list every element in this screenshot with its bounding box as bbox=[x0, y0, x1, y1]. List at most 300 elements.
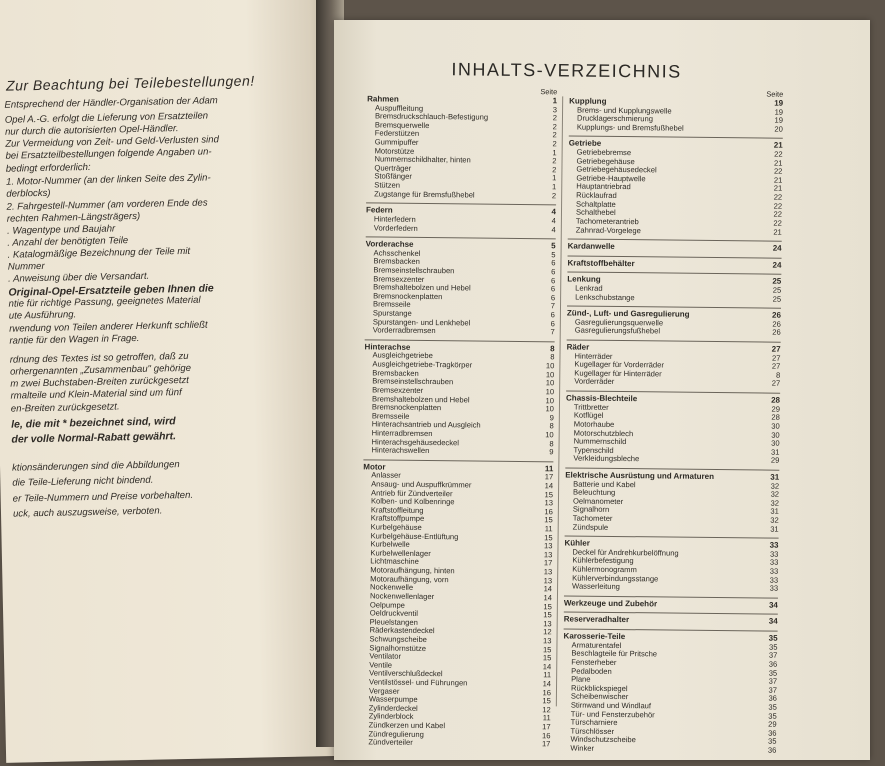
toc-page-number: 13 bbox=[543, 636, 552, 646]
toc-page-number: 16 bbox=[542, 730, 551, 740]
toc-entry-label: Nockenwellenlager bbox=[369, 591, 435, 601]
toc-entry-label: Stützen bbox=[374, 180, 401, 190]
toc-page-number: 19 bbox=[774, 107, 784, 117]
toc-entry-label: Getriebegehäusedeckel bbox=[576, 164, 657, 175]
toc-entry-label: Vorderräder bbox=[574, 376, 615, 387]
toc-entry-label: Motorhaube bbox=[573, 419, 615, 429]
toc-entry-label: Reserveradhalter bbox=[563, 614, 630, 625]
toc-page-number: 11 bbox=[544, 463, 554, 474]
toc-page-number: 30 bbox=[771, 438, 780, 448]
toc-page-number: 28 bbox=[771, 412, 780, 422]
toc-entry-label: Tachometer bbox=[572, 513, 613, 523]
toc-page-number: 31 bbox=[770, 506, 779, 517]
toc-entry-label: Zündkerzen und Kabel bbox=[368, 720, 446, 731]
toc-entry-label: Hinterräder bbox=[574, 351, 613, 361]
toc-entry-label: Gummipuffer bbox=[374, 137, 419, 147]
toc-entry-label: Getriebe-Hauptwelle bbox=[576, 173, 646, 184]
toc-entry-label: Tür- und Fensterzubehör bbox=[570, 709, 655, 719]
toc-entry-label: Oeldruckventil bbox=[369, 608, 418, 619]
toc-page-number: 6 bbox=[551, 275, 556, 285]
toc-entry-label: Stirnwand und Windlauf bbox=[570, 700, 652, 711]
toc-entry-label: Batterie und Kabel bbox=[573, 479, 636, 489]
toc-entry-label: Bremsexzenter bbox=[372, 385, 424, 395]
toc-entry-label: Lenkschubstange bbox=[575, 292, 635, 302]
notice-line: 2. Fahrgestell-Nummer (am vorderen Ende des bbox=[6, 197, 208, 213]
toc-entry-label: Gasregulierungsfußhebel bbox=[574, 325, 661, 336]
toc-page-number: 4 bbox=[551, 216, 556, 226]
toc-entry-label: Antrieb für Zündverteiler bbox=[371, 488, 453, 498]
toc-page-number: 28 bbox=[771, 395, 781, 405]
toc-page-number: 12 bbox=[543, 627, 552, 637]
toc-page-number: 8 bbox=[549, 438, 554, 448]
toc-entry-label: Rahmen bbox=[367, 94, 399, 104]
toc-page-number: 16 bbox=[542, 687, 552, 697]
toc-entry-label: Ausgleichgetriebe-Tragkörper bbox=[372, 359, 473, 370]
toc-page-number: 27 bbox=[771, 361, 781, 371]
toc-page-number: 10 bbox=[545, 430, 554, 440]
toc-page-number: 32 bbox=[770, 498, 780, 508]
toc-entry-label: Motorstütze bbox=[374, 146, 415, 156]
toc-page-number: 25 bbox=[772, 276, 782, 287]
toc-entry-label: Hinterachswellen bbox=[371, 445, 430, 456]
toc-page-number: 2 bbox=[551, 190, 557, 201]
toc-entry-label: Tachometerantrieb bbox=[575, 216, 639, 227]
toc-page-number: 36 bbox=[768, 693, 777, 704]
toc-entry-label: Zylinderdeckel bbox=[368, 703, 418, 713]
toc-page-number: 35 bbox=[767, 736, 777, 747]
toc-page-number: 14 bbox=[543, 584, 553, 594]
toc-page-number: 31 bbox=[771, 447, 780, 457]
toc-page-number: 35 bbox=[768, 668, 778, 678]
toc-entry-label: Kugellager für Hinterräder bbox=[574, 368, 662, 379]
toc-entry-label: Fensterheber bbox=[571, 657, 617, 667]
toc-entry-label: Lenkrad bbox=[575, 283, 603, 293]
toc-page-number: 10 bbox=[545, 404, 554, 414]
toc-page-number: 8 bbox=[550, 344, 555, 354]
toc-entry-label: Kühlerbefestigung bbox=[572, 555, 634, 566]
toc-entry-label: Zündspule bbox=[572, 522, 609, 532]
notice-line: derblocks) bbox=[6, 187, 51, 200]
toc-entry-label: Vorderfedern bbox=[373, 222, 418, 233]
toc-entry-label: Motoraufhängung, vorn bbox=[370, 574, 449, 584]
toc-page-number: 26 bbox=[772, 319, 781, 329]
toc-page-number: 27 bbox=[771, 379, 781, 389]
toc-entry-label: Bremseinstellschrauben bbox=[373, 265, 455, 276]
toc-page-number: 29 bbox=[768, 719, 777, 729]
toc-entry-label: Zündregulierung bbox=[368, 729, 424, 739]
toc-page-number: 35 bbox=[768, 711, 777, 721]
toc-entry-label: Kupplungs- und Bremsfußhebel bbox=[576, 122, 684, 133]
toc-page-number: 6 bbox=[551, 267, 556, 277]
toc-page-number: 22 bbox=[773, 192, 783, 202]
toc-entry-label: Rücklaufrad bbox=[576, 190, 617, 201]
notice-line: bedingt erforderlich: bbox=[5, 161, 91, 175]
toc-page-number: 21 bbox=[773, 184, 783, 194]
toc-entry-label: Schwungscheibe bbox=[369, 634, 427, 644]
toc-page-number: 15 bbox=[542, 696, 551, 706]
toc-entry-label: Lenkung bbox=[567, 274, 601, 285]
toc-page-number: 10 bbox=[545, 395, 555, 405]
toc-page-number: 35 bbox=[768, 702, 777, 712]
toc-page-number: 14 bbox=[544, 481, 554, 491]
toc-page-number: 14 bbox=[542, 662, 552, 672]
notice-line: Opel A.-G. erfolgt die Lieferung von Ersatzteilen bbox=[4, 110, 209, 126]
toc-entry-label: Türschlösser bbox=[570, 726, 615, 736]
toc-entry-label: Ventile bbox=[369, 660, 393, 670]
toc-page-number: 30 bbox=[771, 421, 780, 431]
toc-page-number: 32 bbox=[770, 489, 780, 499]
toc-page-number: 33 bbox=[769, 575, 779, 585]
toc-entry-label: Armaturentafel bbox=[571, 640, 622, 650]
toc-page-number: 15 bbox=[544, 489, 554, 499]
toc-entry-label: Vorderradbremsen bbox=[372, 325, 436, 336]
notice-line: Entsprechend der Händler-Organisation der Adam bbox=[4, 95, 218, 111]
toc-entry-label: Oelmanometer bbox=[572, 496, 624, 506]
toc-page-number: 27 bbox=[771, 353, 781, 363]
toc-entry-label: Kraftstoffleitung bbox=[370, 505, 424, 515]
toc-page-number: 27 bbox=[771, 344, 781, 354]
toc-page-number: 29 bbox=[770, 455, 780, 466]
notice-line: rwendung von Teilen anderer Herkunft schließt bbox=[9, 319, 208, 335]
notice-line: uck, auch auszugsweise, verboten. bbox=[12, 505, 163, 520]
toc-entry-label: Kugellager für Vorderräder bbox=[574, 359, 664, 370]
toc-entry-label: Getriebegehäuse bbox=[576, 156, 635, 166]
toc-entry-label: Chassis-Blechteile bbox=[566, 393, 638, 404]
toc-entry-label: Kurbelgehäuse-Entlüftung bbox=[370, 531, 459, 541]
toc-page-number: 36 bbox=[767, 745, 777, 755]
toc-entry-label: Zahnrad-Vorgelege bbox=[575, 225, 641, 235]
toc-page-number: 22 bbox=[773, 209, 783, 220]
toc-entry-label: Motor bbox=[363, 462, 386, 472]
notice-line: nur durch die autorisierten Opel-Händler. bbox=[4, 123, 179, 138]
toc-page-number: 5 bbox=[551, 241, 556, 251]
toc-page-number: 26 bbox=[771, 310, 781, 320]
toc-entry-label: Bremsquerwelle bbox=[374, 120, 430, 130]
toc-entry-label: Brems- und Kupplungswelle bbox=[577, 105, 672, 116]
toc-entry-label: Oelpumpe bbox=[369, 599, 405, 610]
notice-line: . Anweisung über die Versandart. bbox=[7, 270, 150, 285]
notice-line: ute Ausführung. bbox=[8, 309, 77, 322]
section-separator bbox=[568, 235, 782, 242]
toc-entry-label: Typenschild bbox=[573, 445, 614, 455]
toc-entry-label: Wasserpumpe bbox=[368, 694, 418, 705]
toc-entry-label: Vergaser bbox=[368, 686, 400, 696]
toc-page-number: 4 bbox=[551, 207, 557, 217]
toc-page-number: 32 bbox=[770, 481, 780, 491]
section-separator bbox=[564, 608, 778, 615]
toc-entry-label: Hinterradbremsen bbox=[371, 428, 433, 438]
toc-page-number: 37 bbox=[768, 650, 778, 660]
toc-entry-label: Elektrische Ausrüstung und Armaturen bbox=[565, 470, 715, 481]
toc-entry-label: Verkleidungsbleche bbox=[573, 453, 640, 464]
toc-page-number: 11 bbox=[544, 524, 553, 534]
toc-page-number: 24 bbox=[772, 243, 782, 253]
toc-page-number: 4 bbox=[551, 224, 556, 234]
toc-page-number: 35 bbox=[768, 633, 778, 643]
toc-entry-label: Drucklagerschmierung bbox=[576, 113, 653, 124]
toc-left-column bbox=[360, 86, 557, 749]
toc-entry-label: Kupplung bbox=[569, 96, 607, 106]
toc-page-number: 8 bbox=[549, 421, 554, 431]
notice-line: rechten Rahmen-Längsträgers) bbox=[6, 210, 141, 225]
toc-entry-label: Vorderachse bbox=[365, 239, 414, 249]
toc-entry-label: Spurstange bbox=[372, 308, 412, 318]
toc-page-number: 20 bbox=[774, 124, 783, 134]
toc-entry-label: Bremsseile bbox=[371, 411, 410, 421]
toc-entry-label: Räder bbox=[566, 342, 590, 352]
section-separator bbox=[564, 591, 778, 598]
toc-page-number: 6 bbox=[550, 310, 555, 320]
toc-entry-label: Schalthebel bbox=[575, 207, 616, 218]
toc-entry-label: Bremsnockenplatten bbox=[373, 291, 443, 301]
notice-line: die Teile-Lieferung nicht bindend. bbox=[12, 474, 154, 489]
toc-entry-label: Ausgleichgetriebe bbox=[372, 350, 433, 361]
toc-page-number: 1 bbox=[552, 173, 557, 183]
toc-entry-label: Bremsbacken bbox=[373, 256, 420, 267]
toc-page-number: 22 bbox=[773, 201, 783, 211]
toc-page-number: 15 bbox=[544, 532, 553, 542]
seite-label-left: Seite bbox=[540, 87, 558, 97]
toc-entry-label: Kraftstoffbehälter bbox=[567, 258, 635, 268]
notice-line: . Katalogmäßige Bezeichnung der Teile mit bbox=[7, 245, 191, 261]
toc-entry-label: Winker bbox=[570, 743, 595, 753]
toc-entry-label: Nummernschildhalter, hinten bbox=[374, 154, 471, 165]
toc-entry-label: Schaltplatte bbox=[576, 199, 616, 209]
notice-line: Nummer bbox=[7, 260, 45, 273]
toc-page-number: 6 bbox=[550, 293, 556, 303]
toc-entry-label: Nummernschild bbox=[573, 436, 627, 447]
toc-page-number: 36 bbox=[768, 659, 778, 669]
notice-line: Original-Opel-Ersatzteile geben Ihnen die bbox=[8, 282, 214, 299]
toc-entry-label: Stoßfänger bbox=[374, 171, 412, 182]
toc-entry-label: Zugstange für Bremsfußhebel bbox=[374, 189, 475, 200]
toc-entry-label: Gasregulierungsquerwelle bbox=[574, 317, 664, 328]
toc-right-column bbox=[562, 88, 783, 755]
toc-page-number: 14 bbox=[543, 593, 553, 603]
toc-entry-label: Deckel für Andrehkurbelöffnung bbox=[572, 547, 679, 558]
toc-entry-label: Kurbelgehäuse bbox=[370, 522, 422, 532]
toc-page-number: 15 bbox=[542, 653, 552, 663]
notice-title: Zur Beachtung bei Teilebestellungen! bbox=[5, 72, 255, 94]
section-separator bbox=[565, 532, 779, 539]
toc-entry-label: Plane bbox=[571, 674, 591, 684]
notice-line: . Anzahl der benötigten Teile bbox=[7, 235, 129, 249]
toc-entry-label: Signalhornstütze bbox=[369, 642, 427, 653]
toc-page-number: 17 bbox=[541, 739, 551, 749]
toc-entry-label: Bremshaltebolzen und Hebel bbox=[371, 393, 470, 404]
toc-entry-label: Bremsdruckschlauch-Befestigung bbox=[374, 111, 489, 122]
right-page bbox=[334, 20, 870, 760]
toc-page-number: 2 bbox=[552, 130, 557, 140]
toc-entry bbox=[360, 739, 550, 750]
toc-page-number: 30 bbox=[771, 430, 780, 440]
toc-page-number: 24 bbox=[772, 260, 782, 270]
toc-entry-label: Türscharniere bbox=[570, 717, 618, 728]
toc-entry-label: Trittbretter bbox=[573, 402, 609, 412]
toc-page-number: 2 bbox=[552, 165, 557, 175]
toc-page-number: 2 bbox=[552, 156, 557, 166]
toc-entry-label: Zünd-, Luft- und Gasregulierung bbox=[566, 308, 690, 319]
toc-page-number: 25 bbox=[772, 294, 782, 304]
column-divider bbox=[556, 96, 563, 706]
toc-entry-label: Lichtmaschine bbox=[370, 556, 419, 567]
toc-page-number: 22 bbox=[773, 166, 783, 176]
toc-page-number: 13 bbox=[543, 567, 553, 577]
section-separator bbox=[567, 335, 781, 342]
toc-entry-label: Kurbelwelle bbox=[370, 539, 410, 550]
toc-entry-label: Zylinderblock bbox=[368, 711, 414, 722]
toc-page-number: 37 bbox=[768, 676, 778, 686]
toc-entry-label: Nockenwelle bbox=[370, 582, 414, 593]
toc-entry-label: Pedalboden bbox=[571, 666, 612, 676]
toc-entry-label: Hauptantriebrad bbox=[576, 182, 631, 192]
toc-page-number: 25 bbox=[772, 285, 782, 295]
toc-page-number: 33 bbox=[769, 566, 779, 576]
toc-page-number: 19 bbox=[774, 98, 784, 108]
toc-entry-label: Pleuelstangen bbox=[369, 617, 418, 627]
toc-entry-label: Werkzeuge und Zubehör bbox=[563, 598, 658, 609]
toc-entry-label: Beschlagteile für Pritsche bbox=[571, 648, 658, 659]
toc-entry-label: Bremsexzenter bbox=[373, 274, 425, 284]
toc-page-number: 3 bbox=[552, 104, 558, 114]
toc-entry-label: Bremsbacken bbox=[372, 368, 419, 378]
notice-line: Zur Vermeidung von Zeit- und Geld-Verlusten sind bbox=[5, 134, 219, 150]
toc-entry-label: Bremsseile bbox=[372, 299, 411, 310]
toc-page-number: 17 bbox=[542, 722, 551, 732]
toc-entry-label: Querträger bbox=[374, 163, 412, 173]
toc-page-number: 7 bbox=[550, 301, 556, 311]
toc-page-number: 2 bbox=[552, 139, 557, 149]
notice-line: ktionsänderungen sind die Abbildungen bbox=[11, 459, 180, 474]
notice-line: rantie für den Wagen in Frage. bbox=[9, 332, 140, 347]
notice-line: er Teile-Nummern und Preise vorbehalten. bbox=[12, 489, 194, 505]
toc-entry-label: Kurbelwellenlager bbox=[370, 548, 431, 558]
toc-entry-label: Federn bbox=[365, 205, 393, 215]
toc-page-number: 1 bbox=[552, 147, 557, 157]
toc-page-number: 36 bbox=[768, 728, 777, 738]
toc-page-number: 10 bbox=[545, 387, 555, 397]
toc-page-number: 22 bbox=[774, 149, 783, 159]
toc-page-number: 8 bbox=[776, 370, 781, 380]
toc-page-number: 13 bbox=[543, 550, 553, 560]
toc-entry-label: Bremsnockenplatten bbox=[371, 402, 442, 413]
section-separator bbox=[566, 387, 780, 394]
toc-page-number: 21 bbox=[773, 227, 782, 237]
toc-entry-label: Ventilstössel- und Führungen bbox=[369, 677, 468, 688]
toc-page-number: 5 bbox=[551, 250, 556, 260]
toc-page-number: 21 bbox=[773, 141, 783, 151]
toc-page-number: 15 bbox=[544, 515, 553, 525]
toc-entry-label: Kolben- und Kolbenringe bbox=[370, 496, 455, 507]
toc-page-number: 19 bbox=[774, 115, 784, 125]
toc-page-number: 13 bbox=[544, 498, 554, 508]
toc-page-number: 10 bbox=[545, 378, 555, 388]
toc-entry-label: Signalhorn bbox=[572, 504, 610, 515]
toc-entry-label: Rückblickspiegel bbox=[570, 683, 628, 693]
toc-page-number: 11 bbox=[543, 670, 552, 680]
toc-page-number: 6 bbox=[550, 318, 555, 328]
toc-page-number: 22 bbox=[773, 218, 782, 228]
toc-page-number: 17 bbox=[544, 472, 554, 482]
toc-entry-label: Getriebebremse bbox=[576, 147, 632, 158]
left-page bbox=[0, 0, 346, 763]
toc-page-number: 11 bbox=[542, 713, 551, 723]
section-separator bbox=[567, 268, 781, 275]
notice-line: bei Ersatzteilbestellungen folgende Angaben un- bbox=[5, 146, 212, 162]
notice-line: . Wagentype und Baujahr bbox=[6, 223, 116, 237]
toc-page-number: 17 bbox=[543, 558, 553, 568]
toc-entry-label: Hinterfedern bbox=[373, 214, 416, 224]
toc-page-number: 16 bbox=[544, 507, 553, 517]
toc-entry-label: Wasserleitung bbox=[572, 581, 620, 592]
toc-page-number: 10 bbox=[545, 369, 555, 379]
toc-entry-label: Motorschutzblech bbox=[573, 428, 634, 438]
toc-page-number: 15 bbox=[542, 644, 552, 654]
toc-entry-label: Kraftstoffpumpe bbox=[370, 513, 425, 524]
toc-entry-label: Kühlerverbindungsstange bbox=[572, 573, 659, 584]
toc-page-number: 32 bbox=[770, 515, 779, 525]
toc-entry-label: Kardanwelle bbox=[567, 241, 615, 252]
section-separator bbox=[366, 232, 556, 239]
toc-page-number: 33 bbox=[769, 583, 779, 593]
toc-entry-label: Räderkastendeckel bbox=[369, 625, 435, 636]
toc-page-number: 2 bbox=[552, 122, 557, 132]
toc-entry-label: Hinterachsantrieb und Ausgleich bbox=[371, 419, 481, 430]
toc-page-number: 8 bbox=[550, 352, 555, 362]
toc-entry-label: Anlasser bbox=[371, 470, 401, 481]
toc-entry-label: Ansaug- und Auspuffkrümmer bbox=[371, 479, 472, 490]
toc-page-number: 13 bbox=[544, 541, 553, 551]
toc-entry-label: Achsschenkel bbox=[373, 248, 421, 258]
section-separator bbox=[567, 302, 781, 309]
toc-page-number: 6 bbox=[550, 284, 556, 294]
toc-page-number: 13 bbox=[543, 618, 552, 629]
notice-line: rmalteile und Klein-Material sind um fünf bbox=[10, 387, 182, 402]
toc-entry-label: Zündverteiler bbox=[368, 737, 413, 748]
notice-line: der volle Normal-Rabatt gewährt. bbox=[11, 430, 177, 446]
seite-label-right: Seite bbox=[766, 89, 784, 99]
toc-entry-label: Bremshaltebolzen und Hebel bbox=[373, 282, 471, 293]
toc-entry-label: Bremseinstellschrauben bbox=[372, 376, 454, 387]
toc-entry-label: Federstützen bbox=[374, 128, 420, 139]
toc-entry-label: Karosserie-Teile bbox=[563, 631, 626, 642]
toc-page-number: 9 bbox=[549, 447, 554, 457]
toc-page-number: 15 bbox=[543, 601, 552, 611]
toc-page-number: 1 bbox=[552, 96, 558, 106]
toc-page-number: 21 bbox=[774, 158, 783, 168]
notice-line: m zwei Buchstaben-Breiten zurückgesetzt bbox=[10, 374, 190, 390]
toc-page-number: 13 bbox=[543, 575, 553, 586]
toc-page-number: 29 bbox=[771, 404, 780, 414]
toc-entry-label: Getriebe bbox=[568, 138, 602, 149]
toc-title: INHALTS-VERZEICHNIS bbox=[451, 59, 682, 82]
toc-entry-label: Kühlermonogramm bbox=[572, 564, 637, 575]
toc-page-number: 2 bbox=[552, 113, 558, 123]
notice-line: 1. Motor-Nummer (an der linken Seite des Zylin- bbox=[5, 172, 211, 188]
section-separator bbox=[366, 199, 556, 206]
toc-page-number: 34 bbox=[768, 617, 778, 627]
toc-page-number: 33 bbox=[769, 549, 779, 559]
toc-entry-label: Hinterachsgehäusedeckel bbox=[371, 436, 460, 447]
toc-page-number: 31 bbox=[770, 472, 780, 482]
section-separator bbox=[363, 455, 553, 462]
notice-line: rdnung des Textes ist so getroffen, daß zu bbox=[9, 350, 189, 366]
toc-page-number: 31 bbox=[770, 524, 779, 534]
notice-line: ntie für richtige Passung, geeignetes Material bbox=[8, 294, 201, 310]
toc-page-number: 7 bbox=[550, 327, 555, 337]
toc-entry-label: Ventilverschlußdeckel bbox=[369, 668, 443, 679]
toc-entry-label: Hinterachse bbox=[364, 342, 411, 352]
